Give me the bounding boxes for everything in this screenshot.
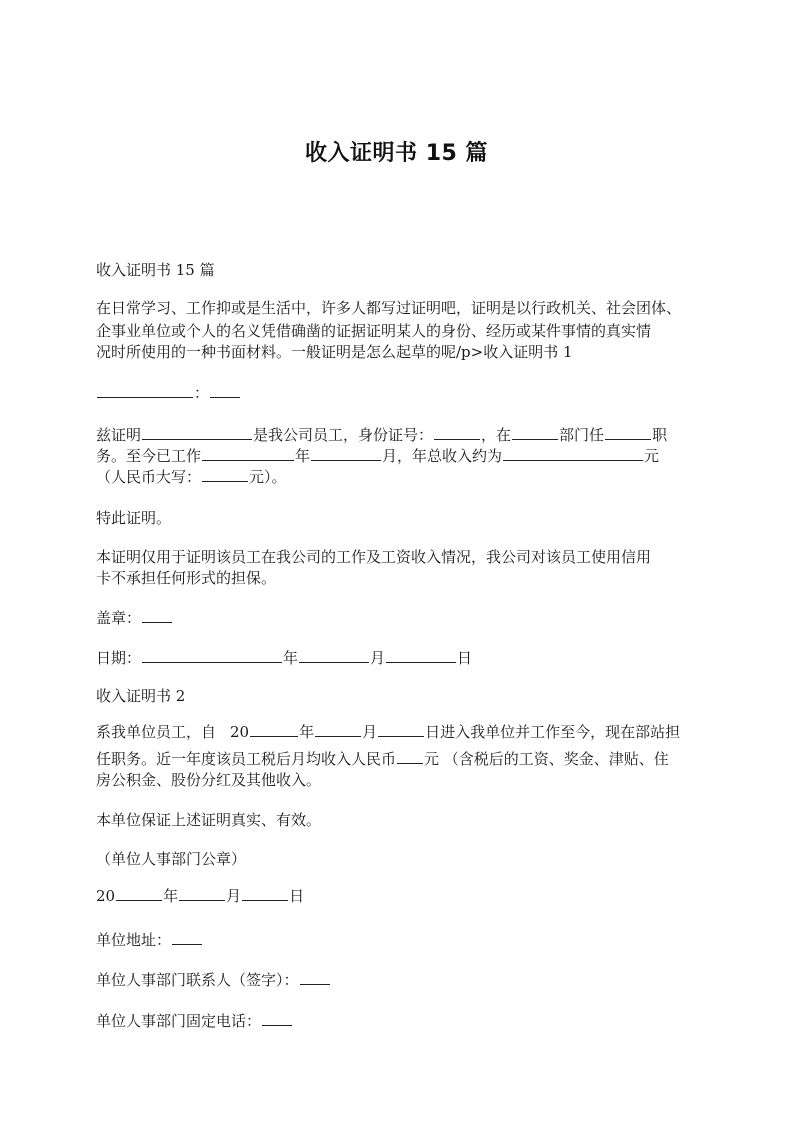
blank-department [512,425,558,440]
blank-start-day [378,722,424,737]
blank-monthly-income [397,749,423,764]
cert2-hr-seal: （单位人事部门公章） [96,850,247,868]
blank-date-month [299,648,369,663]
blank-cert2-month [179,886,225,901]
blank-months [311,446,381,461]
blank-amount-in-words [202,467,248,482]
cert1-paragraph-line-2: 务。至今已工作 年 月，年总收入约为 元 [96,447,660,465]
cert2-paragraph-line-3: 房公积金、股份分红及其他收入。 [96,771,322,789]
intro-line-1: 在日常学习、工作抑或是生活中，许多人都写过证明吧，证明是以行政机关、社会团体、 [96,299,682,317]
blank-addressee-2 [210,383,240,398]
blank-annual-income [503,446,643,461]
document-title: 收入证明书 15 篇 [305,141,488,166]
blank-addressee [97,383,193,398]
blank-phone [262,1011,292,1026]
cert1-paragraph-line-3: （人民币大写： 元）。 [96,468,287,486]
blank-date-year [142,648,282,663]
intro-line-2: 企事业单位或个人的名义凭借确凿的证据证明某人的身份、经历或某件事情的真实情 [96,322,652,340]
blank-address [172,930,202,945]
cert2-contact-line: 单位人事部门联系人（签字）： [96,970,331,990]
cert1-date-line: 日期： 年 月 日 [96,649,473,667]
blank-cert2-day [242,886,288,901]
section-subtitle: 收入证明书 15 篇 [96,261,215,279]
cert2-date-line: 20 年 月 日 [96,887,305,905]
cert2-heading: 收入证明书 2 [96,687,186,705]
cert2-guarantee: 本单位保证上述证明真实、有效。 [96,811,322,829]
blank-date-day [386,648,456,663]
cert2-paragraph-line-2: 任职务。近一年度该员工税后月均收入人民币 元 （含税后的工资、奖金、津贴、住 [96,750,669,768]
intro-line-3: 况时所使用的一种书面材料。一般证明是怎么起草的呢/p>收入证明书 1 [96,343,573,361]
cert1-note-line-2: 卡不承担任何形式的担保。 [96,569,277,587]
cert1-note-line-1: 本证明仅用于证明该员工在我公司的工作及工资收入情况，我公司对该员工使用信用 [96,548,652,566]
blank-seal [142,608,172,623]
blank-cert2-year [116,886,162,901]
blank-id-number [434,425,480,440]
blank-position [605,425,651,440]
cert2-phone-line: 单位人事部门固定电话： [96,1011,293,1031]
cert2-address-line: 单位地址： [96,930,203,950]
cert1-seal-line: 盖章： [96,608,173,628]
blank-employee-name [142,425,252,440]
blank-years [202,446,294,461]
cert1-special: 特此证明。 [96,509,172,527]
cert1-paragraph-line-1: 兹证明 是我公司员工，身份证号： ，在 部门任 职 [96,426,668,444]
blank-start-year [250,722,298,737]
cert2-paragraph-line-1: 系我单位员工，自 20 年 月 日进入我单位并工作至今，现在部站担 [96,723,681,741]
blank-contact [300,970,330,985]
blank-start-month [315,722,361,737]
addressee-line: ： [96,383,241,403]
